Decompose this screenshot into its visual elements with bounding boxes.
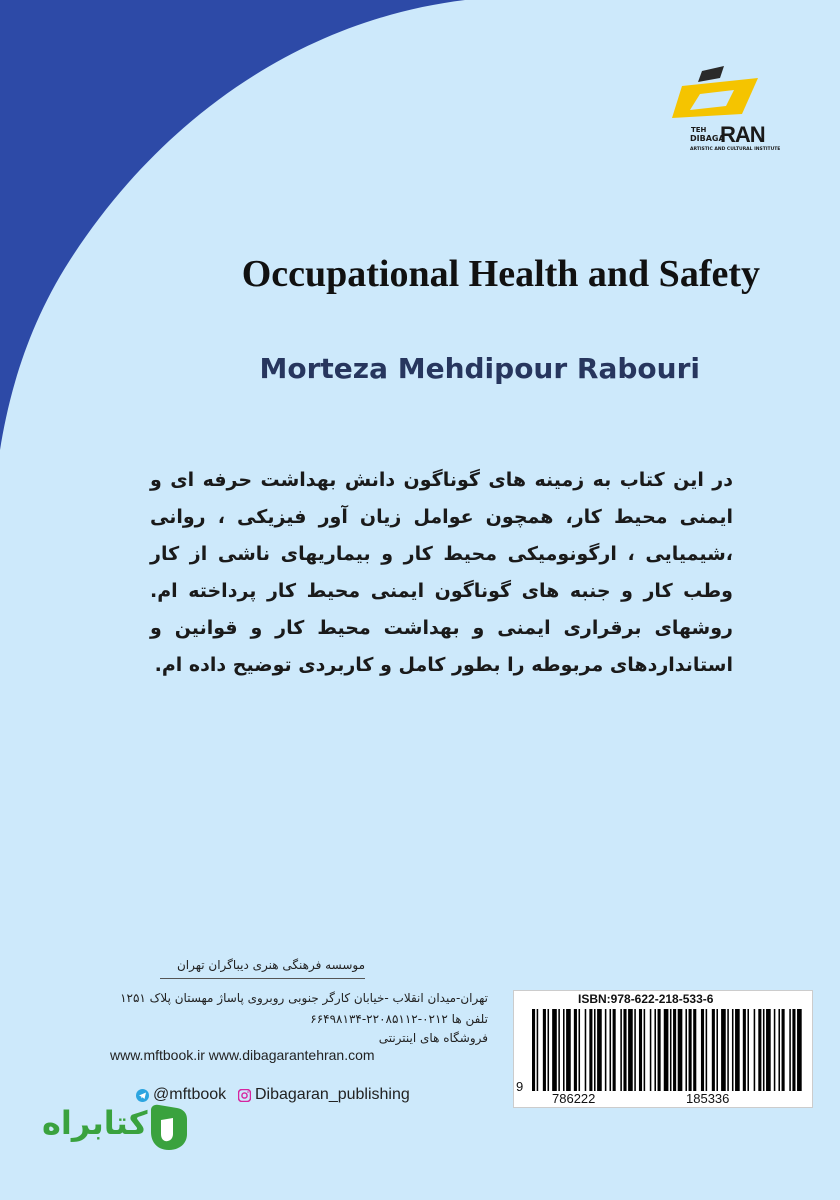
telegram-handle[interactable] xyxy=(136,1086,226,1104)
barcode-bar xyxy=(721,1009,726,1091)
isbn-barcode xyxy=(513,990,813,1108)
barcode-bar xyxy=(689,1009,692,1091)
instagram-icon xyxy=(238,1089,251,1102)
book-title: Occupational Health and Safety xyxy=(241,253,760,295)
barcode-bar xyxy=(732,1009,734,1091)
barcode-bar xyxy=(558,1009,560,1091)
barcode-bar xyxy=(644,1009,646,1091)
telegram-icon xyxy=(136,1089,149,1102)
barcode-bar xyxy=(639,1009,642,1091)
author-name: Morteza Mehdipour Rabouri xyxy=(259,352,700,385)
barcode-bar xyxy=(613,1009,616,1091)
ketabrah-logo-icon xyxy=(147,1104,187,1150)
barcode-bar xyxy=(778,1009,780,1091)
barcode-bar xyxy=(605,1009,607,1091)
barcode-bar xyxy=(594,1009,596,1091)
instagram-handle[interactable] xyxy=(238,1086,410,1104)
barcode-digit-left: 9 xyxy=(516,1079,524,1094)
barcode-bar xyxy=(782,1009,785,1091)
barcode-bar xyxy=(774,1009,776,1091)
barcode-bar xyxy=(537,1009,539,1091)
ketabrah-watermark: کتابراه xyxy=(42,1104,148,1142)
barcode-bar xyxy=(743,1009,746,1091)
barcode-bar xyxy=(566,1009,571,1091)
barcode-bar xyxy=(650,1009,652,1091)
barcode-bars xyxy=(532,1009,802,1091)
barcode-bar xyxy=(747,1009,749,1091)
barcode-bar xyxy=(543,1009,546,1091)
publisher-address: تهران-میدان انقلاب -خیابان کارگر جنوبی روبروی پاساژ مهستان پلاک ۱۲۵۱ xyxy=(120,991,488,1005)
barcode-bar xyxy=(792,1009,795,1091)
barcode-bar xyxy=(658,1009,661,1091)
barcode-bar xyxy=(678,1009,683,1091)
barcode-bar xyxy=(552,1009,557,1091)
barcode-bar xyxy=(706,1009,708,1091)
barcode-bar xyxy=(716,1009,718,1091)
barcode-digits-group-1: 786222 xyxy=(552,1091,596,1106)
logo-prefix: DIBAGA xyxy=(690,134,725,143)
barcode-bar xyxy=(589,1009,592,1091)
instagram-label: Dibagaran_publishing xyxy=(255,1086,410,1103)
publisher-logo-icon xyxy=(672,66,758,122)
publisher-logo xyxy=(690,122,781,156)
logo-small-top: TEH xyxy=(691,126,707,134)
barcode-bar xyxy=(701,1009,704,1091)
barcode-bar xyxy=(797,1009,802,1091)
barcode-bar xyxy=(693,1009,696,1091)
barcode-bar xyxy=(623,1009,626,1091)
barcode-bar xyxy=(766,1009,771,1091)
publisher-name: موسسه فرهنگی هنری دیباگران تهران xyxy=(176,958,365,972)
barcode-bar xyxy=(735,1009,740,1091)
barcode-bar xyxy=(585,1009,587,1091)
barcode-bar xyxy=(712,1009,715,1091)
isbn-number: ISBN:978-622-218-533-6 xyxy=(578,992,714,1006)
barcode-bar xyxy=(754,1009,756,1091)
telegram-label: @mftbook xyxy=(153,1086,227,1103)
publisher-phone: تلفن ها ۰۲۱۲-۲۲۰۸۵۱۱۲-۶۶۴۹۸۱۳۴ xyxy=(310,1012,488,1026)
barcode-bar xyxy=(763,1009,765,1091)
barcode-bar xyxy=(574,1009,577,1091)
barcode-bar xyxy=(664,1009,669,1091)
barcode-bar xyxy=(597,1009,602,1091)
barcode-bar xyxy=(789,1009,791,1091)
logo-subtitle: ARTISTIC AND CULTURAL INSTITUTE xyxy=(690,147,781,152)
barcode-bar xyxy=(532,1009,535,1091)
barcode-bar xyxy=(548,1009,550,1091)
barcode-bar xyxy=(685,1009,687,1091)
barcode-bar xyxy=(579,1009,581,1091)
publisher-divider xyxy=(160,978,365,979)
barcode-bar xyxy=(758,1009,761,1091)
barcode-bar xyxy=(628,1009,633,1091)
barcode-bar xyxy=(620,1009,622,1091)
publisher-websites[interactable]: www.mftbook.ir www.dibagarantehran.com xyxy=(110,1047,375,1063)
barcode-bar xyxy=(670,1009,672,1091)
barcode-bar xyxy=(634,1009,636,1091)
online-stores-label: فروشگاه های اینترنتی xyxy=(378,1031,488,1045)
barcode-digits-group-2: 185336 xyxy=(686,1091,730,1106)
barcode-bar xyxy=(654,1009,656,1091)
barcode-bar xyxy=(563,1009,565,1091)
logo-main: RAN xyxy=(720,122,765,147)
barcode-bar xyxy=(727,1009,729,1091)
barcode-bar xyxy=(610,1009,612,1091)
barcode-bar xyxy=(673,1009,676,1091)
book-description: در این کتاب به زمینه های گوناگون دانش بهداشت حرفه ای و ایمنی محیط کار، همچون عوامل زیان آور فیزیکی ، روانی ،شیمیایی ، ارگونومیکی محیط کار و بیماریهای ناشی از کار وطب کار و جنبه های گوناگون ایمنی محیط کار پرداخته ام. روشهای برقراری ایمنی و بهداشت محیط کار و قوانین و استانداردهای مربوطه را بطور کامل و کاربردی توضیح داده ام. xyxy=(150,469,733,676)
